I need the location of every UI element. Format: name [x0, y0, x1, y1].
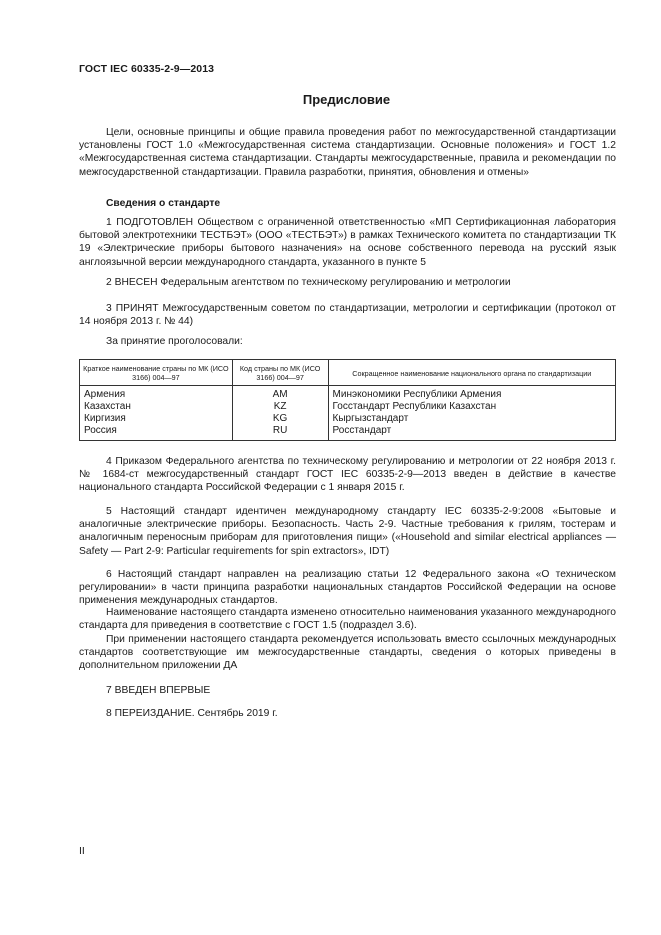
item-6-paragraph: 6 Настоящий стандарт направлен на реализацию статьи 12 Федерального закона «О техническом регулировании» в части принципа разработки национальных стандартов Российской Федерации на основе применения международных стандартов. [79, 569, 616, 607]
item-5-paragraph: 5 Настоящий стандарт идентичен международному стандарту IEC 60335-2-9:2008 «Бытовые и аналогичные электрические приборы. Безопасность. Часть 2-9. Частные требования к грилям, тостерам и аналогичным переносным приборам для приготовления пищи» («Household and similar electrical appliances — Safety — Part 2-9: Particular requirements for spin extractors», IDT) [79, 506, 616, 557]
page-title: Предисловие [302, 92, 391, 107]
document-code-header: ГОСТ IEC 60335-2-9—2013 [79, 63, 215, 75]
item-1-paragraph: 1 ПОДГОТОВЛЕН Обществом с ограниченной ответственностью «МП Сертификационная лаборатория бытовой электротехники ТЕСТБЭТ» (ООО «ТЕСТБЭТ») в рамках Технического комитета по стандартизации ТК 19 «Электрические приборы бытового назначения» на основе собственного перевода на русский язык англоязычной версии международного стандарта, указанного в пункте 5 [79, 217, 616, 268]
table-header-country: Краткое наименование страны по МК (ИСО 3166) 004—97 [80, 360, 233, 386]
voting-table [79, 359, 616, 441]
item-6-application-paragraph: При применении настоящего стандарта рекомендуется использовать вместо ссылочных международных стандартов соответствующие им межгосударственные стандарты, сведения о которых приведены в дополнительном приложении ДА [79, 634, 616, 672]
code-column [232, 386, 328, 441]
section-subheading: Сведения о стандарте [106, 198, 221, 209]
table-header-body: Сокращенное наименование национального органа по стандартизации [328, 360, 615, 386]
table-cell-body: Госстандарт Республики Казахстан [332, 401, 497, 412]
item-4-paragraph: 4 Приказом Федерального агентства по техническому регулированию и метрологии от 22 ноября 2013 г. № 1684-ст межгосударственный стандарт ГОСТ IEC 60335-2-9—2013 введен в действие в качестве национального стандарта Российской Федерации с 1 января 2015 г. [79, 456, 616, 494]
table-cell-code: KG [272, 413, 288, 424]
table-cell-code: RU [272, 425, 288, 436]
item-7-paragraph: 7 ВВЕДЕН ВПЕРВЫЕ [106, 685, 211, 696]
table-cell-code: AM [272, 389, 288, 400]
intro-paragraph: Цели, основные принципы и общие правила проведения работ по межгосударственной стандартизации установлены ГОСТ 1.0 «Межгосударственная система стандартизации. Основные положения» и ГОСТ 1.2 «Межгосударственная система стандартизации. Стандарты межгосударственные, правила и рекомендации по межгосударственной стандартизации. Правила разработки, принятия, обновления и отмены» [79, 127, 616, 178]
country-column [80, 386, 233, 441]
voted-label: За принятие проголосовали: [106, 336, 243, 347]
table-body-row [80, 386, 616, 441]
table-cell-country: Казахстан [84, 401, 131, 412]
table-cell-body: Росстандарт [332, 425, 392, 436]
item-2-paragraph: 2 ВНЕСЕН Федеральным агентством по техническому регулированию и метрологии [106, 277, 511, 288]
table-cell-body: Минэкономики Республики Армения [332, 389, 502, 400]
table-cell-body: Кыргызстандарт [332, 413, 409, 424]
table-header-code: Код страны по МК (ИСО 3166) 004—97 [232, 360, 328, 386]
page-number: II [79, 845, 85, 857]
table-cell-country: Киргизия [84, 413, 126, 424]
item-3-paragraph: 3 ПРИНЯТ Межгосударственным советом по стандартизации, метрологии и сертификации (протокол от 14 ноября 2013 г. № 44) [79, 303, 616, 328]
table-cell-country: Армения [84, 389, 126, 400]
body-column [328, 386, 615, 441]
table-cell-country: Россия [84, 425, 117, 436]
table-cell-code: KZ [273, 401, 287, 412]
item-8-paragraph: 8 ПЕРЕИЗДАНИЕ. Сентябрь 2019 г. [106, 708, 278, 719]
table-header-row [80, 360, 616, 386]
item-6-name-paragraph: Наименование настоящего стандарта изменено относительно наименования указанного международного стандарта для приведения в соответствие с ГОСТ 1.5 (подраздел 3.6). [79, 607, 616, 632]
